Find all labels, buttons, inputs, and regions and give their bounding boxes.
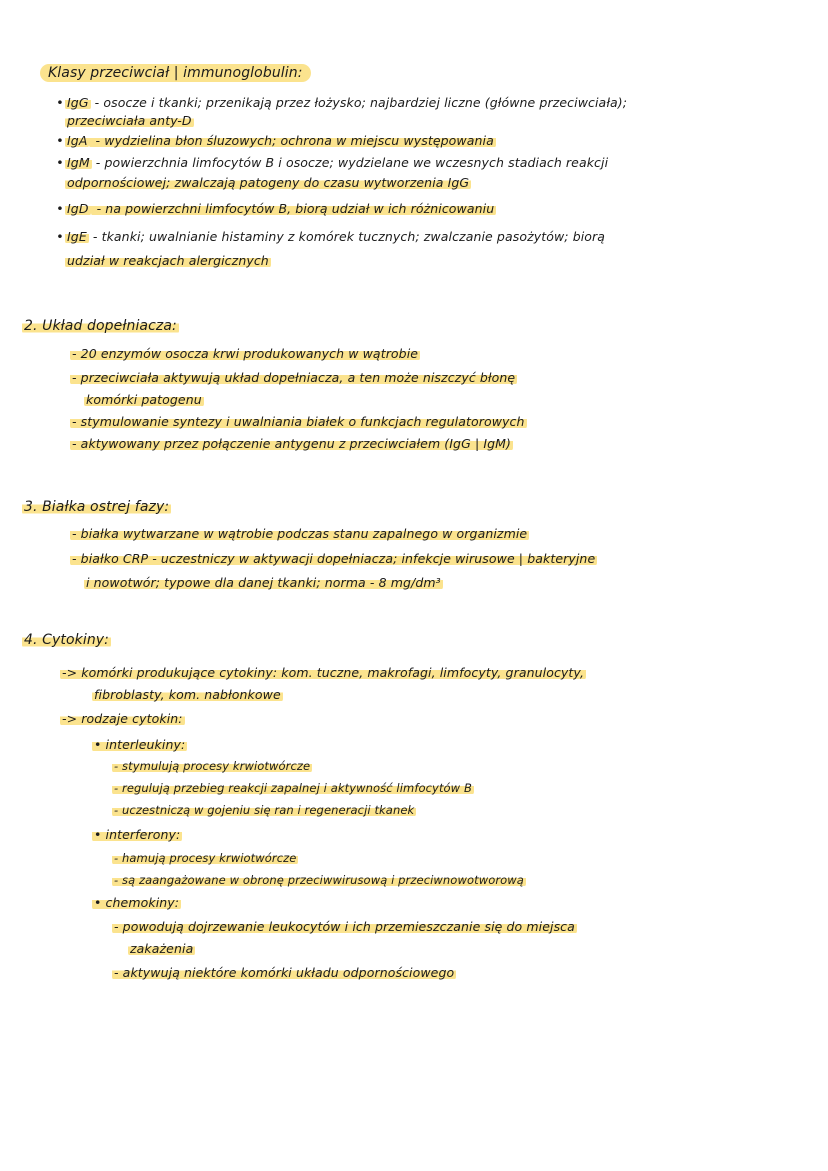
item-igg-cont: przeciwciała anty-D <box>67 113 192 128</box>
section3-line: - białka wytwarzane w wątrobie podczas stanu zapalnego w organizmie <box>72 526 528 541</box>
section3-title: 3. Białka ostrej fazy: <box>24 499 170 515</box>
section4-subheading-interferons: • interferony: <box>94 827 181 842</box>
item-igm: • IgM - powierzchnia limfocytów B i osocze; wydzielane we wczesnych stadiach reakcji <box>56 155 609 170</box>
section4-line: zakażenia <box>130 941 194 956</box>
section4-title: 4. Cytokiny: <box>24 632 109 648</box>
section4-subheading-chemokines: • chemokiny: <box>94 895 180 910</box>
section4-line: - uczestniczą w gojeniu się ran i regeneracji tkanek <box>114 803 415 817</box>
section4-subheading-interleukins: • interleukiny: <box>94 737 186 752</box>
item-ige-cont: udział w reakcjach alergicznych <box>67 253 269 268</box>
bullet-icon: • <box>56 201 64 216</box>
section2-line: komórki patogenu <box>86 392 202 407</box>
bullet-icon: • <box>56 155 64 170</box>
section3-line: i nowotwór; typowe dla danej tkanki; norma - 8 mg/dm³ <box>86 575 441 590</box>
item-ige: • IgE - tkanki; uwalnianie histaminy z komórek tucznych; zwalczanie pasożytów; biorą <box>56 229 606 244</box>
item-igm-cont: odpornościowej; zwalczają patogeny do czasu wytworzenia IgG <box>67 175 470 190</box>
section2-line: - przeciwciała aktywują układ dopełniacza, a ten może niszczyć błonę <box>72 370 516 385</box>
bullet-icon: • <box>56 95 64 110</box>
item-igd: • IgD - na powierzchni limfocytów B, biorą udział w ich różnicowaniu <box>56 201 495 216</box>
section4-line: - hamują procesy krwiotwórcze <box>114 851 297 865</box>
bullet-icon: • <box>56 229 64 244</box>
section1-title: Klasy przeciwciał | immunoglobulin: <box>40 65 311 82</box>
section2-title: 2. Układ dopełniacza: <box>24 318 177 334</box>
section4-line: - stymulują procesy krwiotwórcze <box>114 759 311 773</box>
section4-line: - regulują przebieg reakcji zapalnej i aktywność limfocytów B <box>114 781 472 795</box>
section4-line: - powodują dojrzewanie leukocytów i ich przemieszczanie się do miejsca <box>114 919 575 934</box>
section4-line: - aktywują niektóre komórki układu odpornościowego <box>114 965 455 980</box>
section3-line: - białko CRP - uczestniczy w aktywacji dopełniacza; infekcje wirusowe | bakteryjne <box>72 551 596 566</box>
item-iga: • IgA - wydzielina błon śluzowych; ochrona w miejscu występowania <box>56 133 494 148</box>
section2-line: - stymulowanie syntezy i uwalniania białek o funkcjach regulatorowych <box>72 414 525 429</box>
section2-line: - 20 enzymów osocza krwi produkowanych w wątrobie <box>72 346 419 361</box>
section4-line: fibroblasty, kom. nabłonkowe <box>94 687 281 702</box>
section2-line: - aktywowany przez połączenie antygenu z przeciwciałem (IgG | IgM) <box>72 436 512 451</box>
section4-line: -> komórki produkujące cytokiny: kom. tuczne, makrofagi, limfocyty, granulocyty, <box>62 665 585 680</box>
section4-line: - są zaangażowane w obronę przeciwwirusową i przeciwnowotworową <box>114 873 524 887</box>
bullet-icon: • <box>56 133 64 148</box>
section4-line: -> rodzaje cytokin: <box>62 711 183 726</box>
item-igg: • IgG - osocze i tkanki; przenikają przez łożysko; najbardziej liczne (główne przeciwciała); <box>56 95 628 110</box>
